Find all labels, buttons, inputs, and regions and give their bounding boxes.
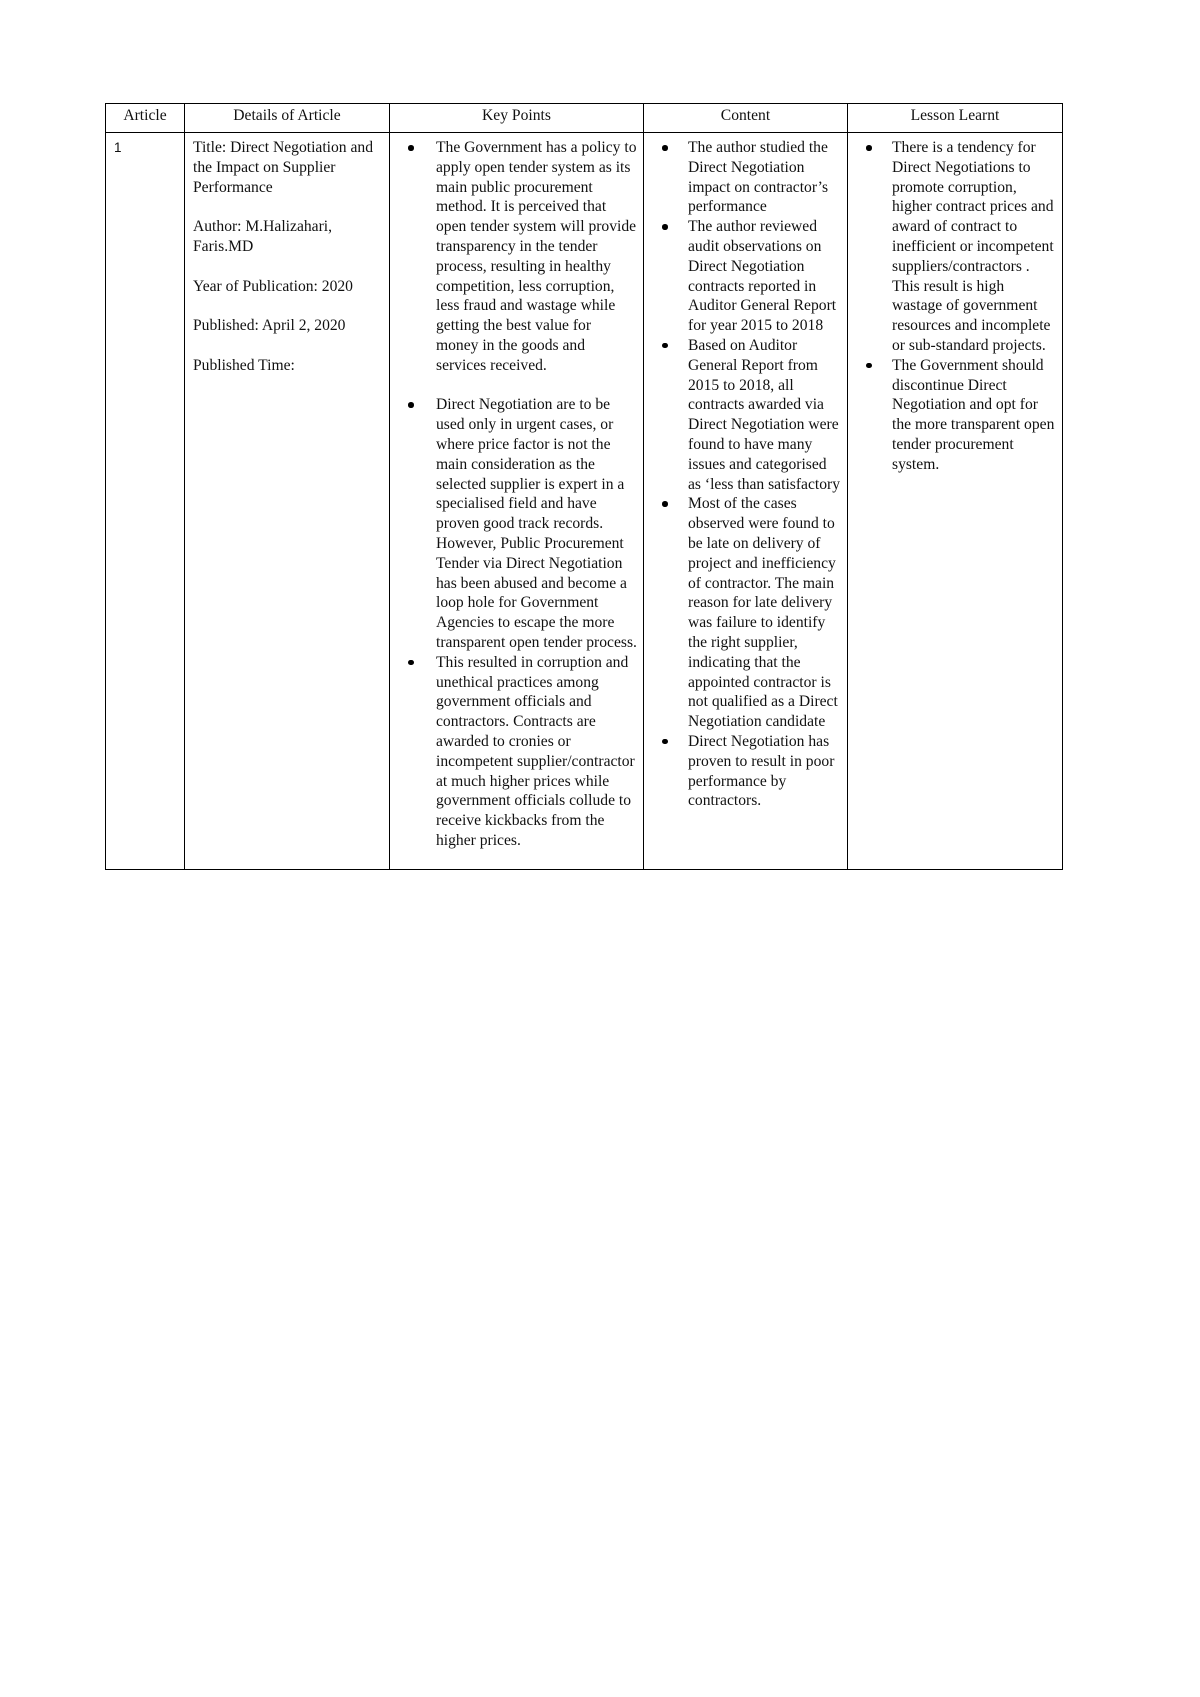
detail-author: Author: M.Halizahari, Faris.MD	[193, 218, 333, 255]
content-item: The author reviewed audit observations on Direct Negotiation contracts reported in Auditor General Report for year 2015 to 2018	[652, 217, 841, 336]
detail-published-time: Published Time:	[193, 356, 295, 374]
article-number-cell: 1	[106, 133, 185, 870]
detail-published-date: Published: April 2, 2020	[193, 317, 346, 335]
key-points-list	[398, 138, 637, 851]
content-item: Based on Auditor General Report from 2015 to 2018, all contracts awarded via Direct Negotiation were found to have many issues and categorised as ‘less than satisfactory	[652, 336, 841, 494]
header-lesson-learnt: Lesson Learnt	[848, 104, 1063, 133]
content-list	[652, 138, 841, 811]
lesson-item: There is a tendency for Direct Negotiations to promote corruption, higher contract prices and award of contract to inefficient or incompetent suppliers/contractors . This result is high wastage of government resources and incomplete or sub-standard projects.	[856, 138, 1056, 356]
key-points-cell	[390, 133, 644, 870]
content-item: Most of the cases observed were found to be late on delivery of project and inefficiency of contractor. The main reason for late delivery was failure to identify the right supplier, indicating that the appointed contractor is not qualified as a Direct Negotiation candidate	[652, 494, 841, 732]
key-point-item: The Government has a policy to apply open tender system as its main public procurement method. It is perceived that open tender system will provide transparency in the tender process, resulting in healthy competition, less corruption, less fraud and wastage while getting the best value for money in the goods and services received.	[398, 138, 637, 376]
table-row	[106, 133, 1063, 870]
lesson-item: The Government should discontinue Direct Negotiation and opt for the more transparent open tender procurement system.	[856, 356, 1056, 475]
header-content: Content	[644, 104, 848, 133]
content-cell	[644, 133, 848, 870]
table-header-row	[106, 104, 1063, 133]
header-key-points: Key Points	[390, 104, 644, 133]
content-item: Direct Negotiation has proven to result in poor performance by contractors.	[652, 732, 841, 811]
details-cell	[185, 133, 390, 870]
lesson-learnt-list	[856, 138, 1056, 475]
content-item: The author studied the Direct Negotiation impact on contractor’s performance	[652, 138, 841, 217]
header-details-of-article: Details of Article	[185, 104, 390, 133]
lesson-learnt-cell	[848, 133, 1063, 870]
detail-title: Title: Direct Negotiation and the Impact on Supplier Performance	[193, 139, 374, 196]
key-point-item: Direct Negotiation are to be used only in urgent cases, or where price factor is not the main consideration as the selected supplier is expert in a specialised field and have proven good track records. However, Public Procurement Tender via Direct Negotiation has been abused and become a loop hole for Government Agencies to escape the more transparent open tender process.	[398, 395, 637, 652]
key-point-item: This resulted in corruption and unethical practices among government officials and contractors. Contracts are awarded to cronies or incompetent supplier/contractor at much higher prices while government officials collude to receive kickbacks from the higher prices.	[398, 653, 637, 851]
header-article: Article	[106, 104, 185, 133]
detail-year: Year of Publication: 2020	[193, 277, 353, 295]
article-review-table	[105, 103, 1063, 870]
